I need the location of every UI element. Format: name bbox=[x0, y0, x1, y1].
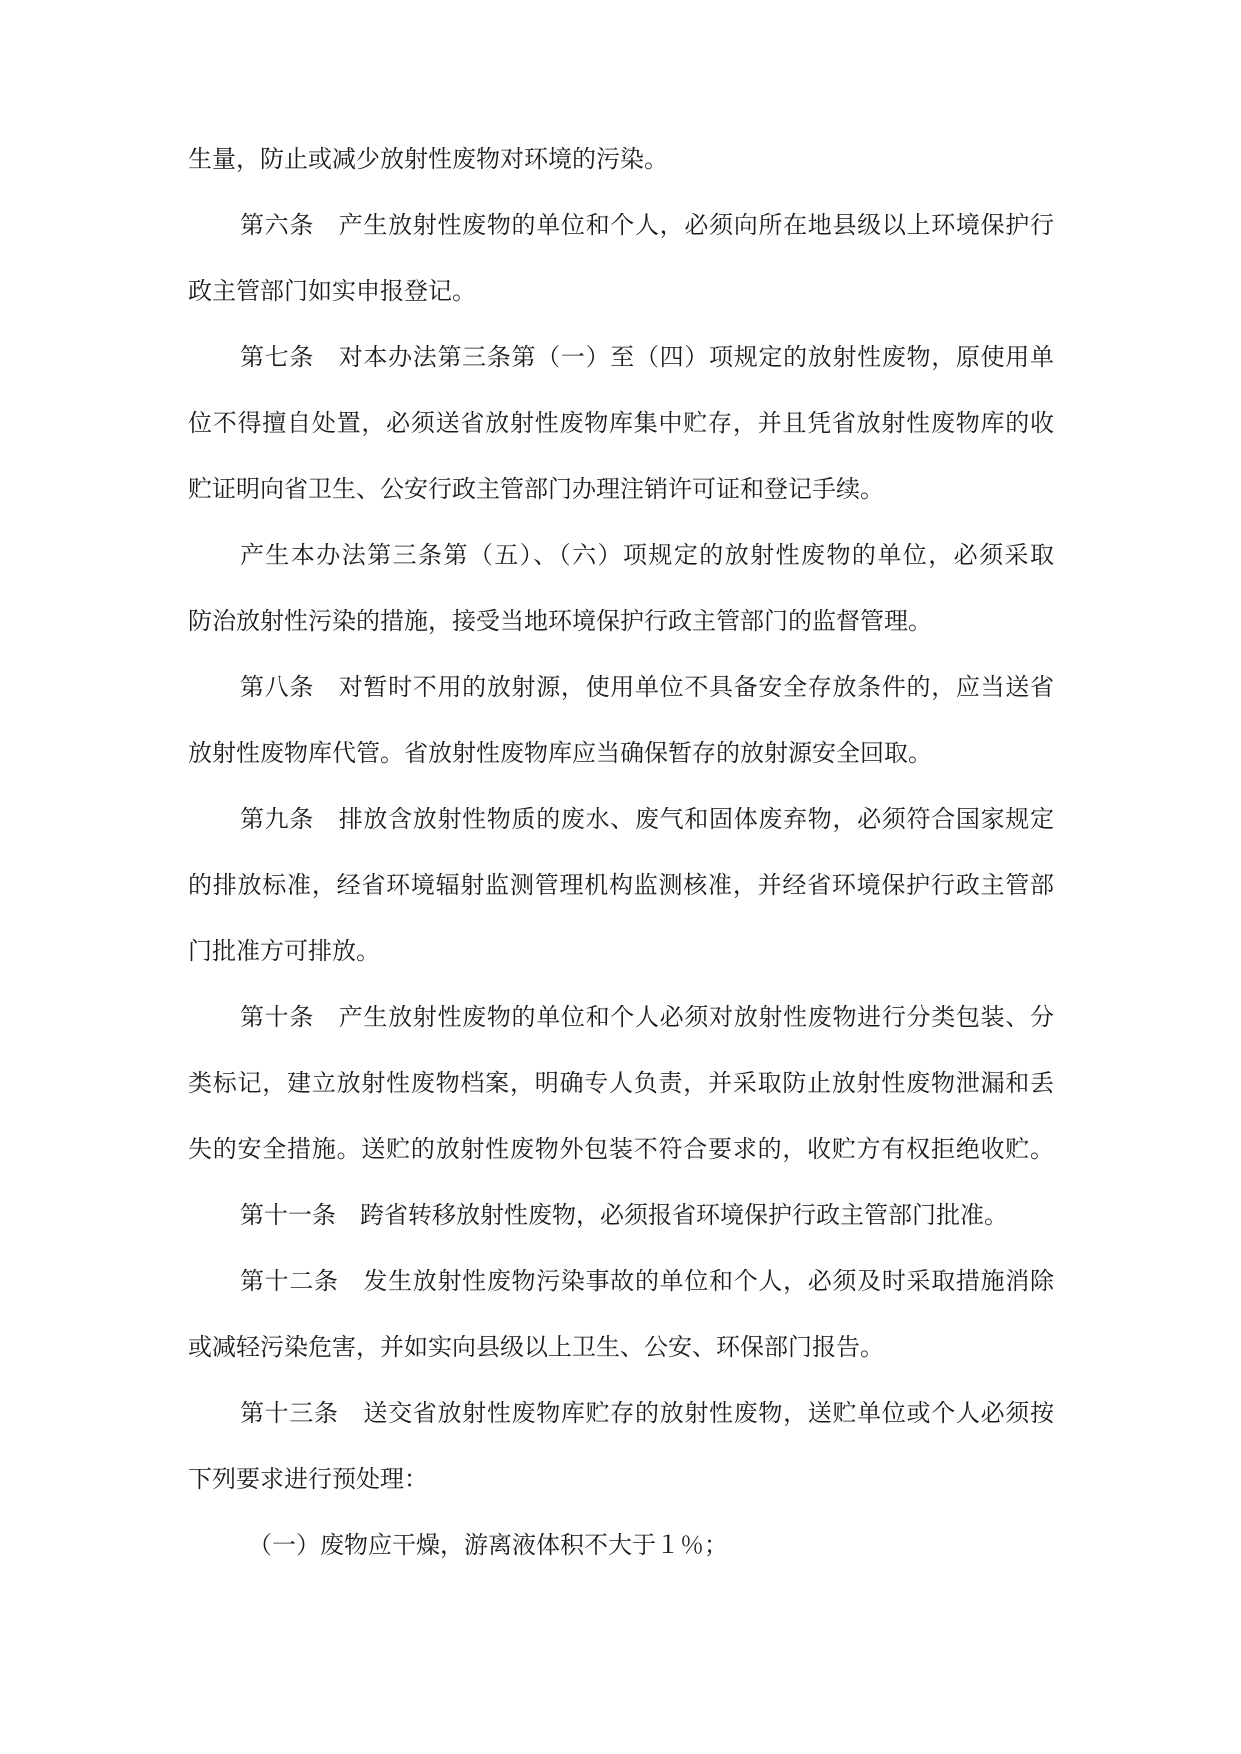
paragraph-line: 贮证明向省卫生、公安行政主管部门办理注销许可证和登记手续。 bbox=[188, 475, 884, 503]
article-7-line: 第七条 对本办法第三条第（一）至（四）项规定的放射性废物，原使用单 bbox=[240, 343, 1054, 371]
paragraph-line: 放射性废物库代管。省放射性废物库应当确保暂存的放射源安全回取。 bbox=[188, 739, 932, 767]
paragraph-line: 产生本办法第三条第（五）、（六）项规定的放射性废物的单位，必须采取 bbox=[240, 541, 1054, 569]
article-11-line: 第十一条 跨省转移放射性废物，必须报省环境保护行政主管部门批准。 bbox=[240, 1201, 1008, 1229]
paragraph-line: 的排放标准，经省环境辐射监测管理机构监测核准，并经省环境保护行政主管部 bbox=[188, 871, 1054, 899]
article-10-line: 第十条 产生放射性废物的单位和个人必须对放射性废物进行分类包装、分 bbox=[240, 1003, 1054, 1031]
article-8-line: 第八条 对暂时不用的放射源，使用单位不具备安全存放条件的，应当送省 bbox=[240, 673, 1054, 701]
paragraph-line: 失的安全措施。送贮的放射性废物外包装不符合要求的，收贮方有权拒绝收贮。 bbox=[188, 1135, 1054, 1163]
paragraph-line: 生量，防止或减少放射性废物对环境的污染。 bbox=[188, 145, 668, 173]
document-body bbox=[188, 144, 1054, 1596]
paragraph-line: 门批准方可排放。 bbox=[188, 937, 380, 965]
paragraph-line: 防治放射性污染的措施，接受当地环境保护行政主管部门的监督管理。 bbox=[188, 607, 932, 635]
paragraph-line: 类标记，建立放射性废物档案，明确专人负责，并采取防止放射性废物泄漏和丢 bbox=[188, 1069, 1054, 1097]
article-13-line: 第十三条 送交省放射性废物库贮存的放射性废物，送贮单位或个人必须按 bbox=[240, 1399, 1054, 1427]
paragraph-line: 政主管部门如实申报登记。 bbox=[188, 277, 476, 305]
paragraph-line: 或减轻污染危害，并如实向县级以上卫生、公安、环保部门报告。 bbox=[188, 1333, 884, 1361]
article-6-line: 第六条 产生放射性废物的单位和个人，必须向所在地县级以上环境保护行 bbox=[240, 211, 1054, 239]
article-9-line: 第九条 排放含放射性物质的废水、废气和固体废弃物，必须符合国家规定 bbox=[240, 805, 1054, 833]
paragraph-line: 位不得擅自处置，必须送省放射性废物库集中贮存，并且凭省放射性废物库的收 bbox=[188, 409, 1054, 437]
paragraph-line: 下列要求进行预处理： bbox=[188, 1465, 428, 1493]
article-12-line: 第十二条 发生放射性废物污染事故的单位和个人，必须及时采取措施消除 bbox=[240, 1267, 1054, 1295]
list-item-1-line: （一）废物应干燥，游离液体积不大于１％； bbox=[248, 1531, 728, 1559]
